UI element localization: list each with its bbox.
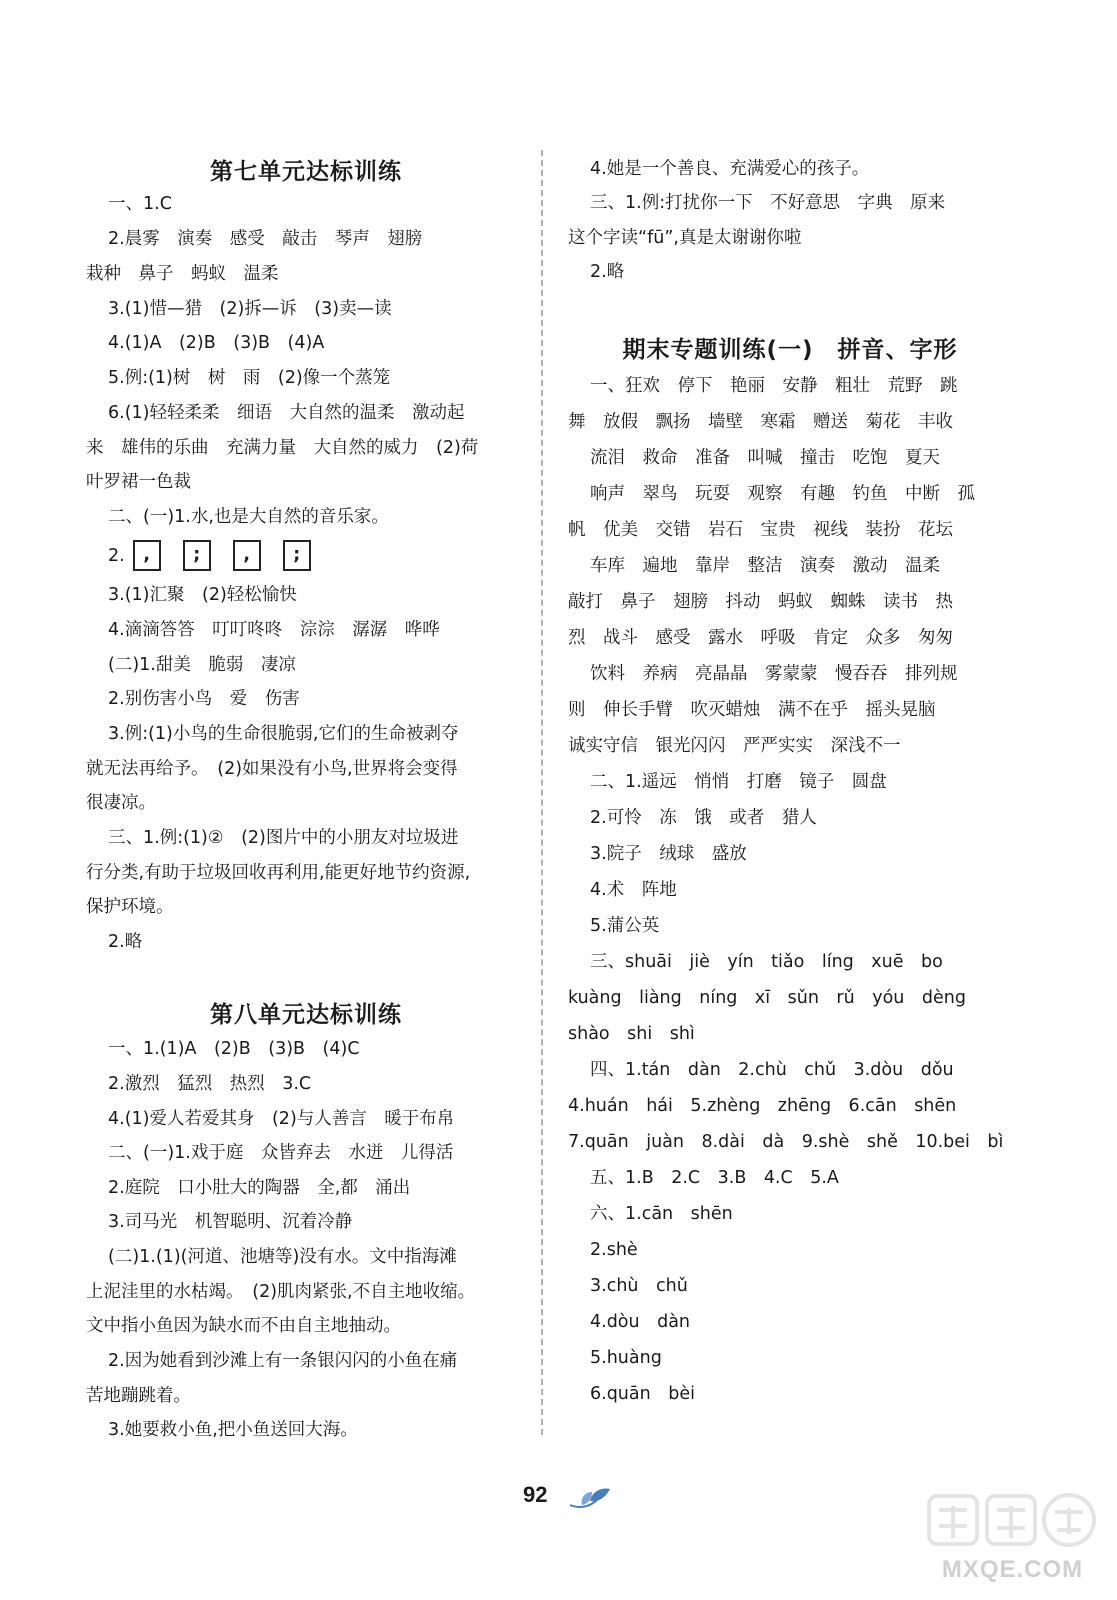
u7-line: 叶罗裙一色裁 — [86, 472, 191, 492]
pinyin-line: 三、shuāi jiè yín tiǎo líng xuē bo — [590, 952, 943, 972]
u7-line: 4.(1)A (2)B (3)B (4)A — [108, 333, 325, 353]
unit7-title: 第七单元达标训练 — [210, 159, 402, 185]
u7-line: 5.例:(1)树 树 雨 (2)像一个蒸笼 — [108, 368, 391, 388]
u7-line: 4.滴滴答答 叮叮咚咚 淙淙 潺潺 哗哗 — [108, 620, 440, 640]
u7-line: 一、1.C — [108, 194, 172, 214]
u7-line: 来 雄伟的乐曲 充满力量 大自然的威力 (2)荷 — [86, 438, 479, 458]
u7-line: 2.晨雾 演奏 感受 敲击 琴声 翅膀 — [108, 229, 423, 249]
punct-box: ; — [183, 540, 211, 571]
r-line: 敲打 鼻子 翅膀 抖动 蚂蚁 蜘蛛 读书 热 — [568, 592, 953, 612]
unit8-title: 第八单元达标训练 — [210, 1002, 402, 1028]
u8-line: 一、1.(1)A (2)B (3)B (4)C — [108, 1039, 360, 1059]
u7-line: 3.(1)汇聚 (2)轻松愉快 — [108, 585, 297, 605]
u8-line: 3.她要救小鱼,把小鱼送回大海。 — [108, 1420, 358, 1440]
punct-box: , — [133, 540, 161, 571]
pinyin-line: kuàng liàng níng xī sǔn rǔ yóu dèng — [568, 988, 966, 1008]
r-line: 流泪 救命 准备 叫喊 撞击 吃饱 夏天 — [590, 448, 940, 468]
r-line: 这个字读“fū”,真是太谢谢你啦 — [568, 228, 802, 248]
r-line: 3.院子 绒球 盛放 — [590, 844, 747, 864]
r-line: 一、狂欢 停下 艳丽 安静 粗壮 荒野 跳 — [590, 376, 958, 396]
punct-label: 2. — [108, 545, 125, 566]
punctuation-answer — [108, 540, 325, 571]
r-line: 4.术 阵地 — [590, 880, 677, 900]
pinyin-line: 六、1.cān shēn — [590, 1204, 733, 1224]
u7-line: 3.(1)惜—猎 (2)拆—诉 (3)卖—读 — [108, 299, 392, 319]
u7-line: (二)1.甜美 脆弱 凄凉 — [108, 655, 296, 675]
pinyin-line: 四、1.tán dàn 2.chù chǔ 3.dòu dǒu — [590, 1060, 954, 1080]
final-review-title: 期末专题训练(一) 拼音、字形 — [622, 337, 958, 363]
u8-line: 2.庭院 口小肚大的陶器 全,都 涌出 — [108, 1178, 411, 1198]
u7-line: 保护环境。 — [86, 897, 174, 917]
leaf-icon — [568, 1483, 612, 1513]
r-line: 烈 战斗 感受 露水 呼吸 肯定 众多 匆匆 — [568, 628, 953, 648]
punct-box: , — [233, 540, 261, 571]
u8-line: 2.因为她看到沙滩上有一条银闪闪的小鱼在痛 — [108, 1351, 458, 1371]
pinyin-line: 7.quān juàn 8.dài dà 9.shè shě 10.bei bì — [568, 1132, 1004, 1152]
u8-line: 二、(一)1.戏于庭 众皆弃去 水迸 儿得活 — [108, 1143, 454, 1163]
punct-box: ; — [283, 540, 311, 571]
u7-line: 2.略 — [108, 932, 143, 952]
r-line: 饮料 养病 亮晶晶 雾蒙蒙 慢吞吞 排列规 — [590, 664, 958, 684]
r-line: 二、1.遥远 悄悄 打磨 镜子 圆盘 — [590, 772, 887, 792]
u7-line: 就无法再给予。 (2)如果没有小鸟,世界将会变得 — [86, 759, 458, 779]
pinyin-line: shào shi shì — [568, 1024, 695, 1044]
u8-line: 文中指小鱼因为缺水而不由自主地抽动。 — [86, 1316, 401, 1336]
pinyin-line: 4.huán hái 5.zhèng zhēng 6.cān shēn — [568, 1096, 957, 1116]
u7-line: 3.例:(1)小鸟的生命很脆弱,它们的生命被剥夺 — [108, 724, 459, 744]
r-line: 4.她是一个善良、充满爱心的孩子。 — [590, 159, 870, 179]
u7-line: 2.别伤害小鸟 爱 伤害 — [108, 689, 300, 709]
u7-line: 6.(1)轻轻柔柔 细语 大自然的温柔 激动起 — [108, 403, 465, 423]
u7-line: 行分类,有助于垃圾回收再利用,能更好地节约资源, — [86, 863, 471, 883]
pinyin-line: 4.dòu dàn — [590, 1312, 691, 1332]
r-line: 2.略 — [590, 262, 625, 282]
r-line: 帆 优美 交错 岩石 宝贵 视线 装扮 花坛 — [568, 520, 953, 540]
u8-line: 2.激烈 猛烈 热烈 3.C — [108, 1074, 312, 1094]
u7-line: 栽种 鼻子 蚂蚁 温柔 — [86, 264, 279, 284]
u8-line: 3.司马光 机智聪明、沉着冷静 — [108, 1212, 353, 1232]
r-line: 舞 放假 飘扬 墙壁 寒霜 赠送 菊花 丰收 — [568, 412, 953, 432]
pinyin-line: 2.shè — [590, 1240, 638, 1260]
r-line: 车库 遍地 靠岸 整洁 演奏 激动 温柔 — [590, 556, 940, 576]
pinyin-line: 6.quān bèi — [590, 1384, 695, 1404]
u8-line: 4.(1)爱人若爱其身 (2)与人善言 暖于布帛 — [108, 1109, 455, 1129]
pinyin-line: 3.chù chǔ — [590, 1276, 688, 1296]
r-line: 诚实守信 银光闪闪 严严实实 深浅不一 — [568, 736, 901, 756]
u7-line: 三、1.例:(1)② (2)图片中的小朋友对垃圾进 — [108, 828, 459, 848]
r-line: 5.蒲公英 — [590, 916, 660, 936]
pinyin-line: 5.huàng — [590, 1348, 662, 1368]
u8-line: 上泥洼里的水枯竭。 (2)肌肉紧张,不自主地收缩。 — [86, 1282, 476, 1302]
r-line: 响声 翠鸟 玩耍 观察 有趣 钓鱼 中断 孤 — [590, 484, 975, 504]
page-number: 92 — [523, 1482, 548, 1507]
column-divider — [541, 150, 543, 1435]
r-line: 则 伸长手臂 吹灭蜡烛 满不在乎 摇头晃脑 — [568, 700, 936, 720]
u7-line: 二、(一)1.水,也是大自然的音乐家。 — [108, 507, 389, 527]
r-line: 五、1.B 2.C 3.B 4.C 5.A — [590, 1168, 839, 1188]
u8-line: 苦地蹦跳着。 — [86, 1386, 191, 1406]
watermark-text: MXQE.COM — [941, 1556, 1084, 1583]
r-line: 三、1.例:打扰你一下 不好意思 字典 原来 — [590, 193, 946, 213]
r-line: 2.可怜 冻 饿 或者 猎人 — [590, 808, 817, 828]
u7-line: 很凄凉。 — [86, 793, 156, 813]
u8-line: (二)1.(1)(河道、池塘等)没有水。文中指海滩 — [108, 1247, 457, 1267]
